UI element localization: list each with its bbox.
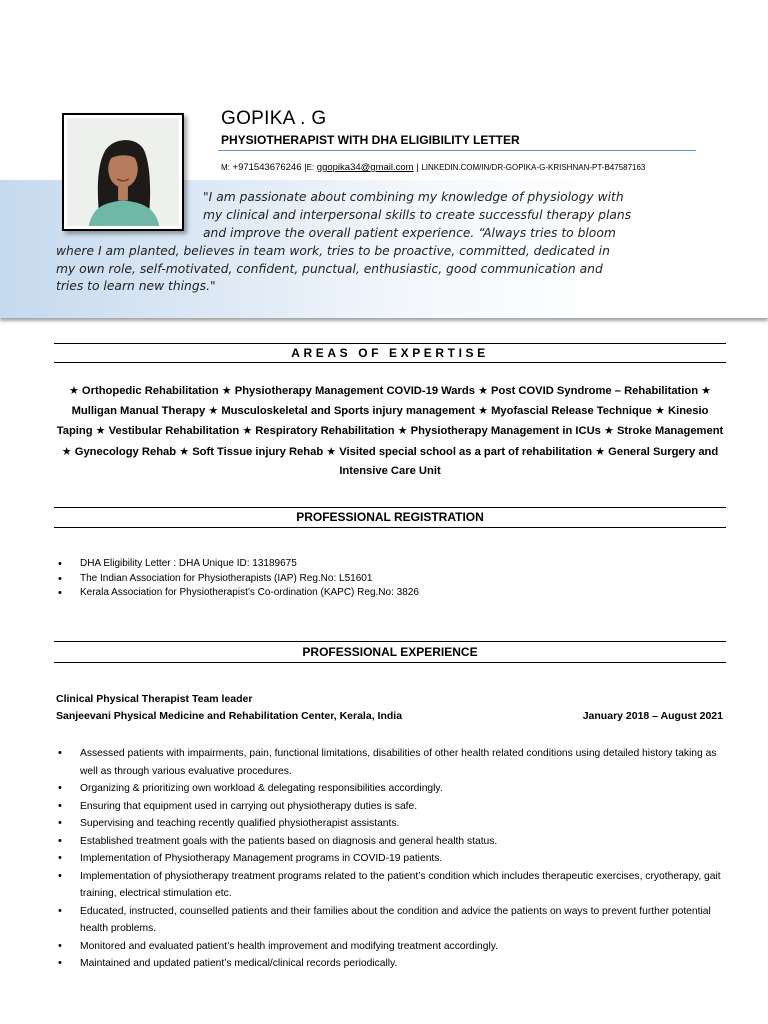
registration-item: • DHA Eligibility Letter : DHA Unique ID: 13189675 (56, 557, 419, 572)
star-icon: ★ (61, 444, 72, 458)
expertise-item: General Surgery and Intensive Care Unit (339, 445, 719, 477)
email-label: E: (306, 163, 315, 172)
expertise-item: Physiotherapy Management COVID-19 Wards (234, 385, 475, 397)
expertise-item: Vestibular Rehabilitation (108, 425, 240, 438)
star-icon: ★ (95, 424, 106, 438)
job-role: Clinical Physical Therapist Team leader (56, 693, 253, 705)
expertise-heading: AREAS OF EXPERTISE (54, 343, 726, 363)
title-divider (218, 150, 696, 151)
summary-quote-line: my clinical and interpersonal skills to create successful therapy plans (203, 208, 632, 222)
job-title: PHYSIOTHERAPIST WITH DHA ELIGIBILITY LETTER (221, 133, 520, 147)
email-link[interactable]: ggopika34@gmail.com (316, 162, 414, 173)
expertise-item: Musculoskeletal and Sports injury management (221, 405, 475, 418)
star-icon: ★ (326, 444, 337, 458)
star-icon: ★ (68, 384, 79, 397)
experience-heading: PROFESSIONAL EXPERIENCE (54, 641, 726, 663)
phone-label: M: (221, 163, 230, 172)
expertise-item: Physiotherapy Management in ICUs (410, 425, 601, 438)
profile-photo-image (67, 118, 179, 226)
summary-quote-line: and improve the overall patient experience. “Always tries to bloom (203, 226, 616, 240)
contact-separator: | (416, 162, 419, 173)
experience-item: • Implementation of Physiotherapy Management programs in COVID-19 patients. (56, 850, 726, 868)
registration-item: • The Indian Association for Physiotherapists (IAP) Reg.No: L51601 (56, 572, 419, 587)
registration-heading: PROFESSIONAL REGISTRATION (54, 507, 726, 528)
star-icon: ★ (595, 444, 606, 458)
employer-name: Sanjeevani Physical Medicine and Rehabilitation Center, Kerala, India (56, 710, 403, 722)
star-icon: ★ (221, 384, 232, 397)
experience-item: • Maintained and updated patient’s medical/clinical records periodically. (56, 955, 726, 973)
experience-item: • Ensuring that equipment used in carrying out physiotherapy duties is safe. (56, 798, 726, 816)
expertise-item: Kinesio Taping (56, 405, 709, 438)
registration-item: • Kerala Association for Physiotherapist’s Co-ordination (KAPC) Reg.No: 3826 (56, 586, 419, 601)
profile-photo (62, 113, 184, 231)
registration-list (56, 557, 419, 601)
star-icon: ★ (208, 404, 219, 418)
expertise-item: Myofascial Release Technique (491, 405, 652, 418)
experience-item: • Monitored and evaluated patient’s health improvement and modifying treatment accordingly. (56, 938, 726, 956)
star-icon: ★ (242, 424, 253, 438)
expertise-item: Mulligan Manual Therapy (71, 405, 206, 418)
linkedin-link[interactable]: LINKEDIN.COM/IN/DR-GOPIKA-G-KRISHNAN-PT-B47587163 (421, 163, 646, 172)
employment-dates: January 2018 – August 2021 (582, 710, 723, 722)
expertise-item: Stroke Management (616, 425, 724, 438)
expertise-item: Soft Tissue injury Rehab (192, 445, 324, 458)
phone-number[interactable]: +971543676246 (232, 162, 302, 173)
summary-quote-line: where I am planted, believes in team work, tries to be proactive, committed, dedicated in (56, 244, 610, 258)
star-icon: ★ (478, 404, 488, 418)
star-icon: ★ (478, 384, 488, 397)
candidate-name: GOPIKA . G (221, 108, 327, 129)
experience-item: • Established treatment goals with the patients based on diagnosis and general health status. (56, 833, 726, 851)
star-icon: ★ (701, 384, 712, 397)
expertise-item: Visited special school as a part of rehabilitation (339, 445, 593, 458)
experience-item: • Implementation of physiotherapy treatment programs related to the patient’s condition which includes therapeutic exercises, cryotherapy, gait training, electrical stimulation etc. (56, 868, 726, 903)
experience-item: • Assessed patients with impairments, pain, functional limitations, disabilities of other health related conditions using detailed history taking as well as through various evaluative procedures. (56, 745, 726, 780)
experience-list (56, 745, 726, 973)
summary-quote-line: my own role, self-motivated, confident, punctual, enthusiastic, good communication and (56, 262, 603, 276)
expertise-list (56, 381, 724, 481)
star-icon: ★ (655, 404, 665, 418)
expertise-item: Orthopedic Rehabilitation (81, 385, 219, 397)
summary-quote-line: "I am passionate about combining my knowledge of physiology with (203, 190, 624, 204)
star-icon: ★ (179, 444, 190, 458)
experience-item: • Supervising and teaching recently qualified physiotherapist assistants. (56, 815, 726, 833)
star-icon: ★ (397, 424, 408, 438)
expertise-item: Respiratory Rehabilitation (255, 425, 395, 438)
experience-item: • Educated, instructed, counselled patients and their families about the condition and advice the patients on ways to prevent further potential health problems. (56, 903, 726, 938)
star-icon: ★ (603, 424, 614, 438)
expertise-item: Post COVID Syndrome – Rehabilitation (491, 385, 699, 397)
experience-item: • Organizing & prioritizing own workload & delegating responsibilities accordingly. (56, 780, 726, 798)
contact-line (221, 162, 645, 173)
expertise-item: Gynecology Rehab (74, 445, 177, 458)
contact-separator: | (304, 162, 307, 173)
summary-quote-line: tries to learn new things." (56, 279, 216, 293)
